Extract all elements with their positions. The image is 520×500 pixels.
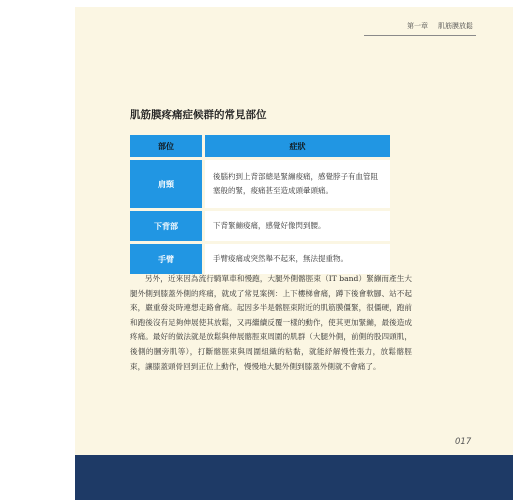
table-header-row (130, 135, 390, 160)
table-row (130, 160, 390, 211)
footer-band (75, 455, 513, 500)
page-number: 017 (455, 437, 472, 447)
table-cell-part: 肩頸 (130, 160, 205, 211)
table-cell-part: 下背部 (130, 211, 205, 244)
column-header-symptom: 症狀 (205, 135, 390, 160)
table-cell-symptom: 手臂痠痛或突然舉不起來，無法提重物。 (205, 244, 390, 277)
running-header (75, 19, 473, 33)
header-rule (364, 35, 476, 36)
table-cell-symptom: 下背緊繃痠痛，感覺好像閃到腰。 (205, 211, 390, 244)
table-row (130, 211, 390, 244)
chapter-title: 肌筋膜放鬆 (438, 22, 473, 30)
table-cell-symptom: 後腦杓到上背部總是緊繃痠痛，感覺脖子有血管阻塞般的緊，痠痛甚至造成頭暈頭痛。 (205, 160, 390, 211)
symptom-table (130, 135, 390, 277)
section-title: 肌筋膜疼痛症候群的常見部位 (130, 109, 267, 121)
book-page (75, 7, 513, 500)
column-header-part: 部位 (130, 135, 205, 160)
body-paragraph: 另外，近來因為流行騎單車和慢跑，大腿外側髂脛束（IT band）緊繃而產生大腿外側到膝蓋外側的疼痛，就成了常見案例：上下樓梯會痛，蹲下後會軟腳、站不起來，嚴重發炎時連想走路會痛。起因多半是髂脛束附近的肌筋膜僵緊，很僵硬，跑前和跑後沒有足夠伸展使其放鬆，又再繼續反覆一樣的動作，使其更加緊繃，最後造成疼痛。最好的做法就是放鬆與伸展髂脛束周圍的肌群（大腿外側，前側的股四頭肌，後側的膕旁肌等），打斷髂脛束與周圍組織的粘黏，就能紓解慢性張力，放鬆髂脛束，讓膝蓋頭骨回到正位上動作，慢慢地大腿外側到膝蓋外側就不會痛了。 (130, 274, 412, 371)
chapter-label: 第一章 (407, 22, 428, 30)
table-cell-part: 手臂 (130, 244, 205, 277)
